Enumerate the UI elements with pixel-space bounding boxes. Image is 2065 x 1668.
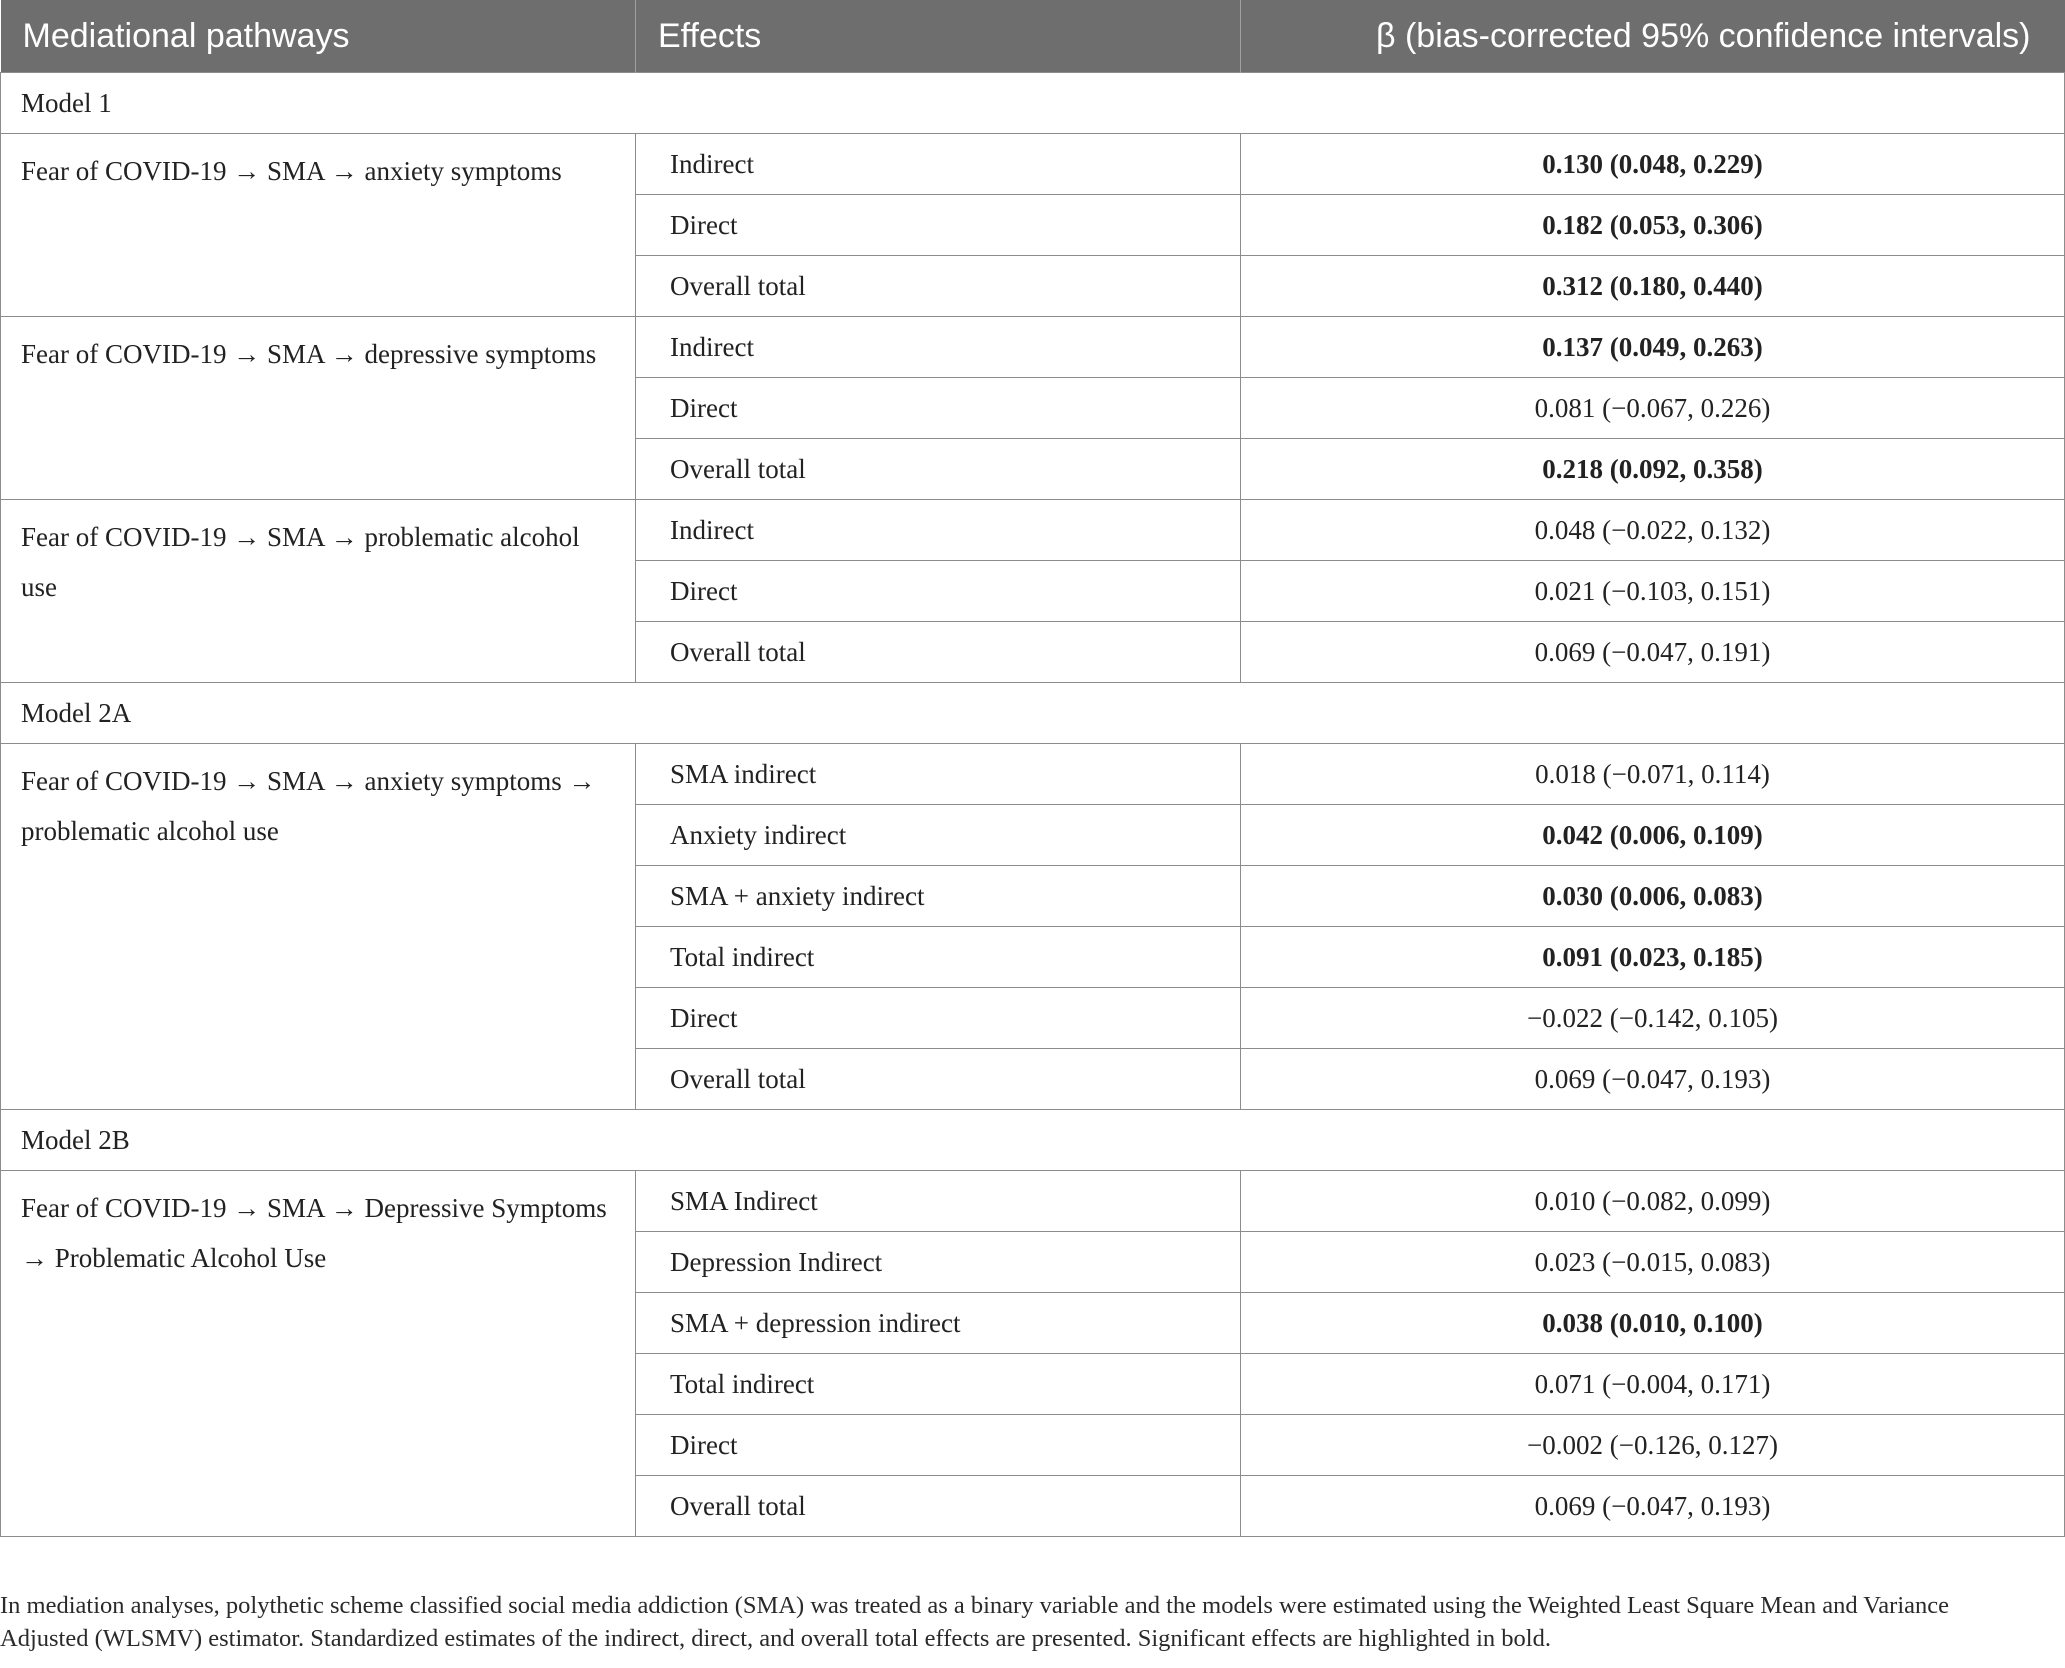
beta-cell: 0.091 (0.023, 0.185) [1241,927,2065,988]
effect-cell: Overall total [636,1476,1241,1537]
beta-cell: 0.218 (0.092, 0.358) [1241,439,2065,500]
header-beta: β (bias-corrected 95% confidence intervals) [1241,0,2065,73]
section-label: Model 2B [1,1110,2065,1171]
beta-cell: 0.137 (0.049, 0.263) [1241,317,2065,378]
effect-cell: Depression Indirect [636,1232,1241,1293]
beta-cell: 0.081 (−0.067, 0.226) [1241,378,2065,439]
beta-cell: 0.021 (−0.103, 0.151) [1241,561,2065,622]
effect-cell: Direct [636,378,1241,439]
header-row [1,0,2065,73]
pathway-cell: Fear of COVID-19 → SMA → Depressive Symptoms → Problematic Alcohol Use [1,1171,636,1537]
effect-cell: Anxiety indirect [636,805,1241,866]
beta-cell: −0.022 (−0.142, 0.105) [1241,988,2065,1049]
table-footnote: In mediation analyses, polythetic scheme classified social media addiction (SMA) was treated as a binary variable and the models were estimated using the Weighted Least Square Mean and Variance Adjusted (WLSMV) estimator. Standardized estimates of the indirect, direct, and overall total effects are presented. Significant effects are highlighted in bold. [0,1592,1949,1652]
beta-cell: 0.069 (−0.047, 0.191) [1241,622,2065,683]
effect-cell: Direct [636,195,1241,256]
beta-cell: 0.069 (−0.047, 0.193) [1241,1049,2065,1110]
effect-cell: Indirect [636,317,1241,378]
table-row [1,317,2065,378]
effect-cell: SMA + depression indirect [636,1293,1241,1354]
beta-cell: 0.030 (0.006, 0.083) [1241,866,2065,927]
beta-cell: 0.182 (0.053, 0.306) [1241,195,2065,256]
beta-cell: 0.130 (0.048, 0.229) [1241,134,2065,195]
beta-cell: 0.018 (−0.071, 0.114) [1241,744,2065,805]
beta-cell: 0.071 (−0.004, 0.171) [1241,1354,2065,1415]
effect-cell: SMA indirect [636,744,1241,805]
effect-cell: Overall total [636,622,1241,683]
pathway-cell: Fear of COVID-19 → SMA → problematic alcohol use [1,500,636,683]
section-label: Model 1 [1,73,2065,134]
effect-cell: Overall total [636,256,1241,317]
beta-cell: 0.069 (−0.047, 0.193) [1241,1476,2065,1537]
beta-cell: −0.002 (−0.126, 0.127) [1241,1415,2065,1476]
effect-cell: SMA Indirect [636,1171,1241,1232]
beta-cell: 0.042 (0.006, 0.109) [1241,805,2065,866]
beta-cell: 0.312 (0.180, 0.440) [1241,256,2065,317]
beta-cell: 0.010 (−0.082, 0.099) [1241,1171,2065,1232]
effect-cell: Total indirect [636,1354,1241,1415]
table-row [1,744,2065,805]
pathway-cell: Fear of COVID-19 → SMA → anxiety symptoms → problematic alcohol use [1,744,636,1110]
effect-cell: Overall total [636,439,1241,500]
effect-cell: Total indirect [636,927,1241,988]
pathway-cell: Fear of COVID-19 → SMA → depressive symptoms [1,317,636,500]
effect-cell: Overall total [636,1049,1241,1110]
table-row [1,134,2065,195]
header-effects: Effects [636,0,1241,73]
effect-cell: Indirect [636,500,1241,561]
section-row-model1 [1,73,2065,134]
effect-cell: Direct [636,988,1241,1049]
effect-cell: Direct [636,561,1241,622]
beta-cell: 0.023 (−0.015, 0.083) [1241,1232,2065,1293]
pathway-cell: Fear of COVID-19 → SMA → anxiety symptoms [1,134,636,317]
section-row-model2a [1,683,2065,744]
effect-cell: Direct [636,1415,1241,1476]
header-pathway: Mediational pathways [1,0,636,73]
table-row [1,500,2065,561]
effect-cell: Indirect [636,134,1241,195]
beta-cell: 0.048 (−0.022, 0.132) [1241,500,2065,561]
section-label: Model 2A [1,683,2065,744]
beta-cell: 0.038 (0.010, 0.100) [1241,1293,2065,1354]
effect-cell: SMA + anxiety indirect [636,866,1241,927]
section-row-model2b [1,1110,2065,1171]
table-row [1,1171,2065,1232]
